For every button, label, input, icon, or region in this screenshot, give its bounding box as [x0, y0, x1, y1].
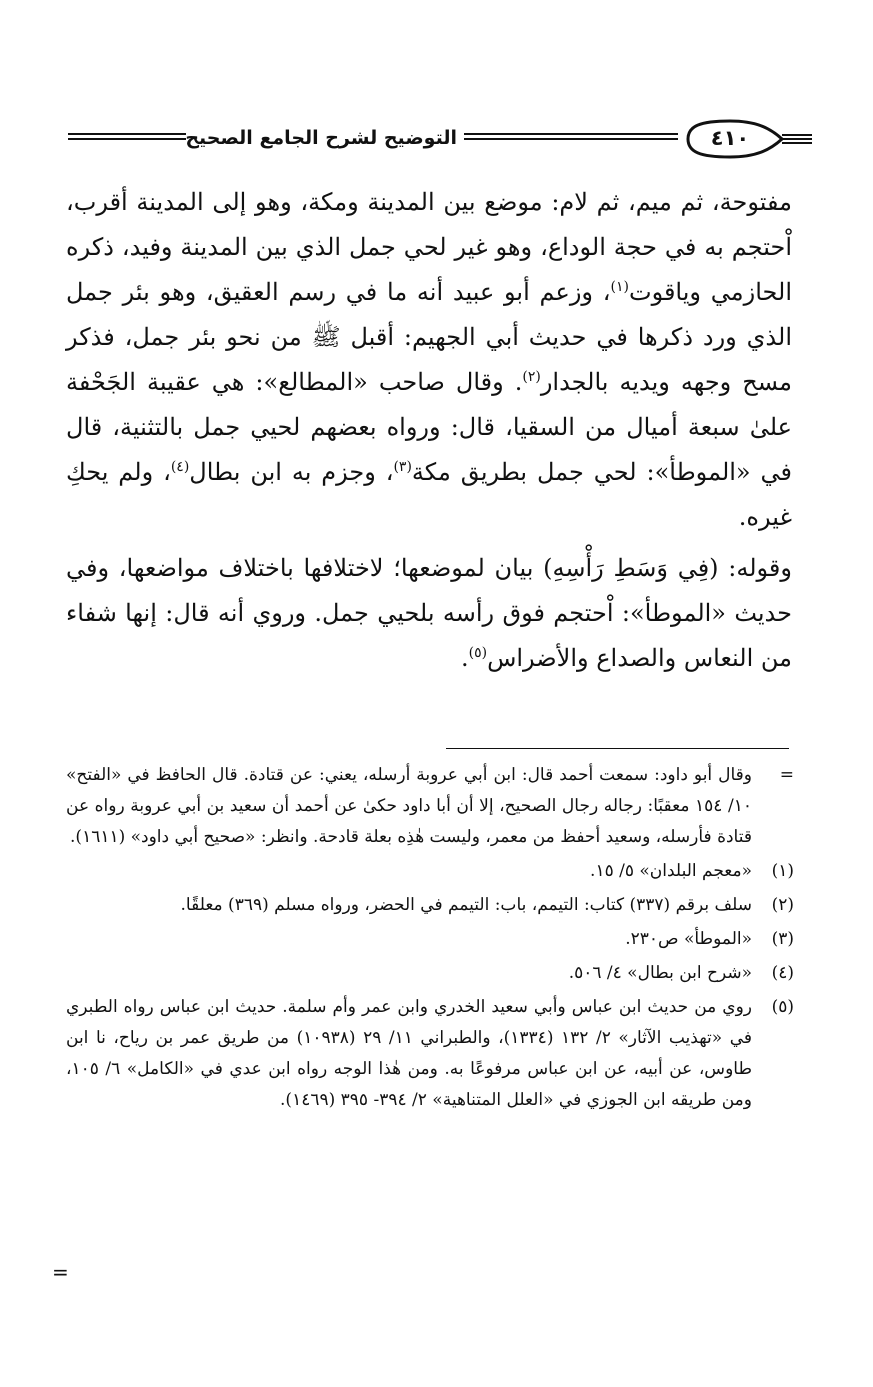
- footnote-number: (٤): [771, 963, 794, 983]
- footnote-separator: [446, 748, 789, 749]
- footnote-5: [66, 992, 794, 1116]
- footnote-text: وقال أبو داود: سمعت أحمد قال: ابن أبي عروبة أرسله، يعني: عن قتادة. قال الحافظ في «الفتح» ١٠/ ١٥٤ معقبًا: رجاله رجال الصحيح، إلا أن أبا داود حكىٰ عن أحمد أن سعيد بن أبي عروبة رواه عن قتادة فأرسله، وسعيد أحفظ من معمر، وليست هٰذِه بعلة قادحة. وانظر: «صحيح أبي داود» (١٦١١).: [66, 765, 752, 847]
- footnote-number: (٢): [771, 895, 794, 915]
- footnote-text: روي من حديث ابن عباس وأبي سعيد الخدري وابن عمر وأم سلمة. حديث ابن عباس رواه الطبري في «تهذيب الآثار» ٢/ ١٣٢ (١٣٣٤)، والطبراني ١١/ ٢٩ (١٠٩٣٨) من طريق عمر بن رياح، نا ابن طاوس، عن أبيه، عن ابن عباس مرفوعًا به. ومن هٰذا الوجه رواه ابن عدي في «الكامل» ٦/ ١٠٥، ومن طريقه ابن الجوزي في «العلل المتناهية» ٢/ ٣٩٤- ٣٩٥ (١٤٦٩).: [66, 997, 753, 1110]
- footnote-text: «معجم البلدان» ٥/ ١٥.: [590, 861, 752, 881]
- header-rule-left: [68, 133, 186, 140]
- paragraph-text: . وقال صاحب «المطالع»: هي عقيبة الجَحْفة علىٰ سبعة أميال من السقيا، قال: ورواه بعضهم لحيي جمل بالتثنية، قال في «الموطأ»: لحي جمل بطريق مكة: [66, 368, 792, 486]
- footnote-1: [66, 856, 794, 887]
- header-rule-middle: [464, 133, 678, 140]
- footnote-number: (٣): [771, 929, 794, 949]
- footnote-ref-2: (٢): [522, 369, 541, 385]
- footnote-ref-3: (٣): [393, 459, 412, 475]
- footnotes: [66, 760, 794, 1119]
- footnote-text: سلف برقم (٣٣٧) كتاب: التيمم، باب: التيمم في الحضر، ورواه مسلم (٣٦٩) معلقًا.: [180, 895, 752, 915]
- continuation-mark: =: [779, 765, 794, 785]
- next-page-continuation-mark: =: [52, 1260, 69, 1284]
- footnote-ref-5: (٥): [468, 645, 488, 661]
- main-paragraph-2: [66, 546, 792, 681]
- footnote-number: (١): [771, 861, 794, 881]
- paragraph-text: مفتوحة، ثم ميم، ثم لام: موضع بين المدينة ومكة، وهو إلى المدينة أقرب، اْحتجم به في حجة الوداع، وهو غير لحي جمل الذي بين المدينة وفيد، ذكره الحازمي وياقوت: [66, 188, 792, 306]
- paragraph-text: .: [460, 644, 469, 672]
- page-header: [62, 116, 812, 168]
- footnote-ref-4: (٤): [170, 459, 190, 475]
- paragraph-text: وقوله: (فِي وَسَطِ رَأْسِهِ) بيان لموضعها؛ لاختلافها باختلاف مواضعها، وفي حديث «الموطأ»: اْحتجم فوق رأسه بلحيي جمل. وروي أنه قال: إنها شفاء من النعاس والصداع والأضراس: [66, 554, 792, 672]
- footnote-2: [66, 890, 794, 921]
- page-number: ٤١٠: [710, 126, 750, 150]
- book-title: التوضيح لشرح الجامع الصحيح: [185, 127, 457, 149]
- footnote-ref-1: (١): [610, 279, 629, 295]
- main-paragraph-1: [66, 180, 792, 540]
- main-text: [66, 180, 792, 681]
- page-number-ornament: [678, 116, 814, 162]
- paragraph-text: ، وزعم أبو عبيد أنه ما في رسم العقيق، وهو بئر جمل الذي ورد ذكرها في حديث أبي الجهيم: أقبل ﷺ من نحو بئر جمل، فذكر مسح وجهه ويديه بالجدار: [66, 278, 792, 396]
- footnote-continued: [66, 760, 794, 853]
- paragraph-text: ، ولم يحكِ غيره.: [66, 458, 792, 531]
- paragraph-text: ، وجزم به ابن بطال: [189, 458, 394, 486]
- footnote-number: (٥): [771, 997, 794, 1017]
- footnote-3: [66, 924, 794, 955]
- footnote-text: «شرح ابن بطال» ٤/ ٥٠٦.: [568, 963, 752, 983]
- footnote-4: [66, 958, 794, 989]
- footnote-text: «الموطأ» ص٢٣٠.: [625, 929, 752, 949]
